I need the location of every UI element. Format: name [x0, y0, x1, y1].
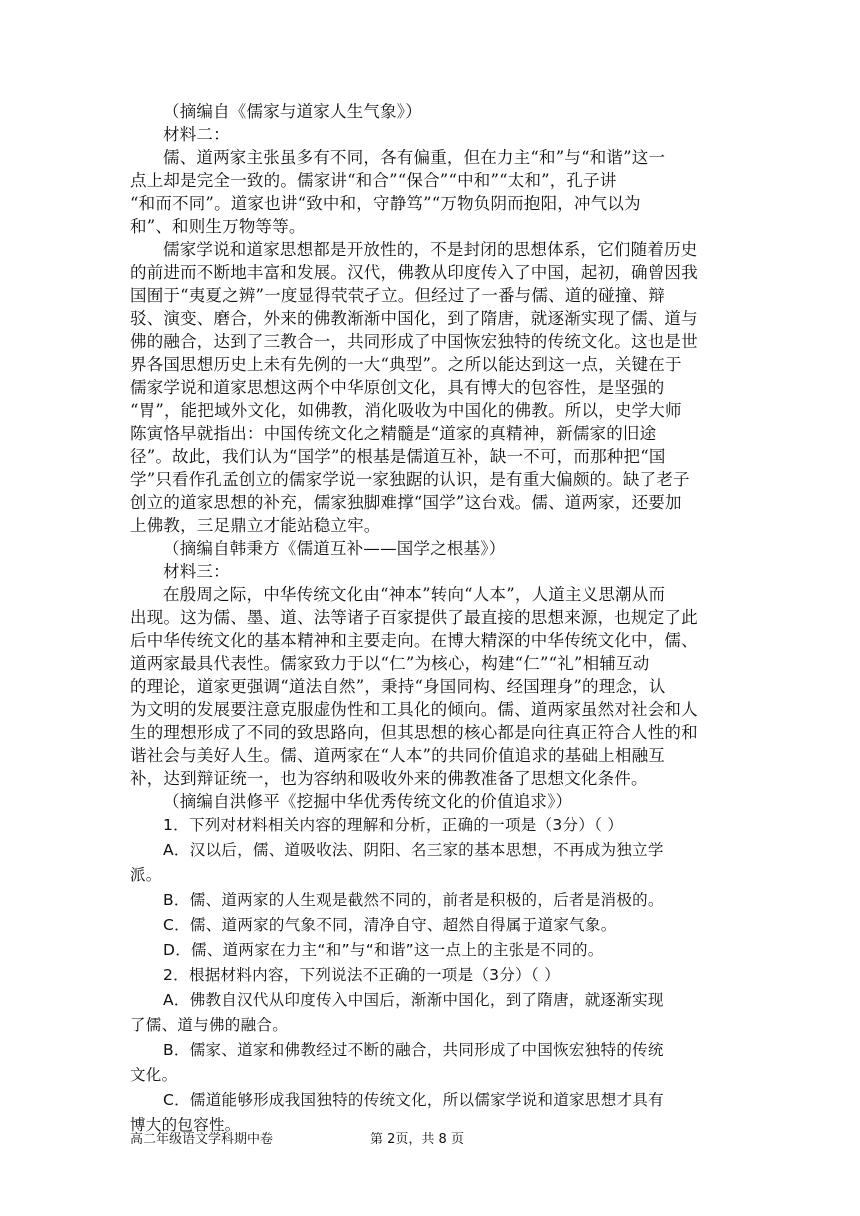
text-line: 道两家最具代表性。儒家致力于以“仁”为核心，构建“仁”“礼”相辅互动	[130, 654, 650, 673]
text-line: 的理论，道家更强调“道法自然”，秉持“身国同构、经国理身”的理念，认	[130, 677, 666, 696]
footer-exam-title: 高二年级语文学科期中卷	[130, 1132, 274, 1147]
text-line: 学”只看作孔孟创立的儒家学说一家独踞的认识，是有重大偏颇的。缺了老子	[130, 470, 690, 489]
question-line: C．儒、道两家的气象不同，清净自守、超然自得属于道家气象。	[163, 916, 617, 934]
text-line: 谐社会与美好人生。儒、道两家在“人本”的共同价值追求的基础上相融互	[130, 746, 665, 765]
text-line: 为文明的发展要注意克服虚伪性和工具化的倾向。儒、道两家虽然对社会和人	[130, 700, 698, 719]
footer-page-number: 第 2页，共 8 页	[370, 1132, 464, 1147]
text-line: 驳、演变、磨合，外来的佛教渐渐中国化，到了隋唐，就逐渐实现了儒、道与	[130, 309, 698, 328]
text-line: 后中华传统文化的基本精神和主要走向。在博大精深的中华传统文化中，儒、	[130, 631, 698, 650]
text-line: 补，达到辩证统一，也为容纳和吸收外来的佛教准备了思想文化条件。	[130, 769, 648, 788]
page-footer	[130, 1128, 730, 1148]
question-line: 博大的包容性。	[130, 1116, 241, 1134]
text-line: 和”、和则生万物等等。	[130, 217, 306, 236]
question-line: 文化。	[130, 1066, 178, 1084]
text-line: 创立的道家思想的补充，儒家独脚难撑“国学”这台戏。儒、道两家，还要加	[130, 493, 682, 512]
text-line: 材料三：	[163, 562, 230, 581]
question-line: A．汉以后，儒、道吸收法、阴阳、名三家的基本思想，不再成为独立学	[163, 841, 664, 859]
text-line: 径”。故此，我们认为“国学”的根基是儒道互补，缺一不可，而那种把“国	[130, 447, 666, 466]
text-line: 儒家学说和道家思想都是开放性的，不是封闭的思想体系，它们随着历史	[163, 240, 698, 259]
question-line: 2．根据材料内容，下列说法不正确的一项是（3分）（ ）	[163, 966, 561, 984]
text-line: 佛的融合，达到了三教合一，共同形成了中国恢宏独特的传统文化。这也是世	[130, 332, 698, 351]
text-line: 国囿于“夷夏之辨”一度显得茕茕孑立。但经过了一番与儒、道的碰撞、辩	[130, 286, 665, 305]
document-body	[130, 100, 730, 1138]
text-line: “胃”，能把域外文化，如佛教，消化吸收为中国化的佛教。所以，史学大师	[130, 401, 682, 420]
question-line: C．儒道能够形成我国独特的传统文化，所以儒家学说和道家思想才具有	[163, 1091, 664, 1109]
text-line: 在殷周之际，中华传统文化由“神本”转向“人本”，人道主义思潮从而	[163, 585, 666, 604]
question-line: D．儒、道两家在力主“和”与“和谐”这一点上的主张是不同的。	[163, 941, 604, 959]
question-line: 了儒、道与佛的融合。	[130, 1016, 289, 1034]
text-line: 生的理想形成了不同的致思路向，但其思想的核心都是向往真正符合人性的和	[130, 723, 698, 742]
question-line: A．佛教自汉代从印度传入中国后，渐渐中国化，到了隋唐，就逐渐实现	[163, 991, 664, 1009]
question-line: 1．下列对材料相关内容的理解和分析，正确的一项是（3分）（ ）	[163, 816, 624, 834]
text-line: （摘编自韩秉方《儒道互补——国学之根基》）	[163, 539, 506, 558]
text-line: 上佛教，三足鼎立才能站稳立牢。	[130, 516, 381, 535]
text-line: 界各国思想历史上未有先例的一大“典型”。之所以能达到这一点，关键在于	[130, 355, 682, 374]
text-line: （摘编自《儒家与道家人生气象》）	[163, 102, 422, 121]
question-line: B．儒、道两家的人生观是截然不同的，前者是积极的，后者是消极的。	[163, 891, 664, 909]
text-line: 出现。这为儒、墨、道、法等诸子百家提供了最直接的思想来源，也规定了此	[130, 608, 698, 627]
question-line: 派。	[130, 866, 162, 884]
text-line: “和而不同”。道家也讲“致中和，守静笃”“万物负阴而抱阳，冲气以为	[130, 194, 641, 213]
text-line: 材料二：	[163, 125, 230, 144]
text-line: 陈寅恪早就指出：中国传统文化之精髓是“道家的真精神，新儒家的旧途	[130, 424, 657, 443]
text-line: 儒家学说和道家思想这两个中华原创文化，具有博大的包容性，是坚强的	[130, 378, 665, 397]
text-line: 点上却是完全一致的。儒家讲“和合”“保合”“中和”“太和”，孔子讲	[130, 171, 617, 190]
question-line: B．儒家、道家和佛教经过不断的融合，共同形成了中国恢宏独特的传统	[163, 1041, 664, 1059]
text-line: 儒、道两家主张虽多有不同，各有偏重，但在力主“和”与“和谐”这一	[163, 148, 666, 167]
text-line: （摘编自洪修平《挖掘中华优秀传统文化的价值追求》）	[163, 792, 573, 811]
text-line: 的前进而不断地丰富和发展。汉代，佛教从印度传入了中国，起初，确曾因我	[130, 263, 698, 282]
